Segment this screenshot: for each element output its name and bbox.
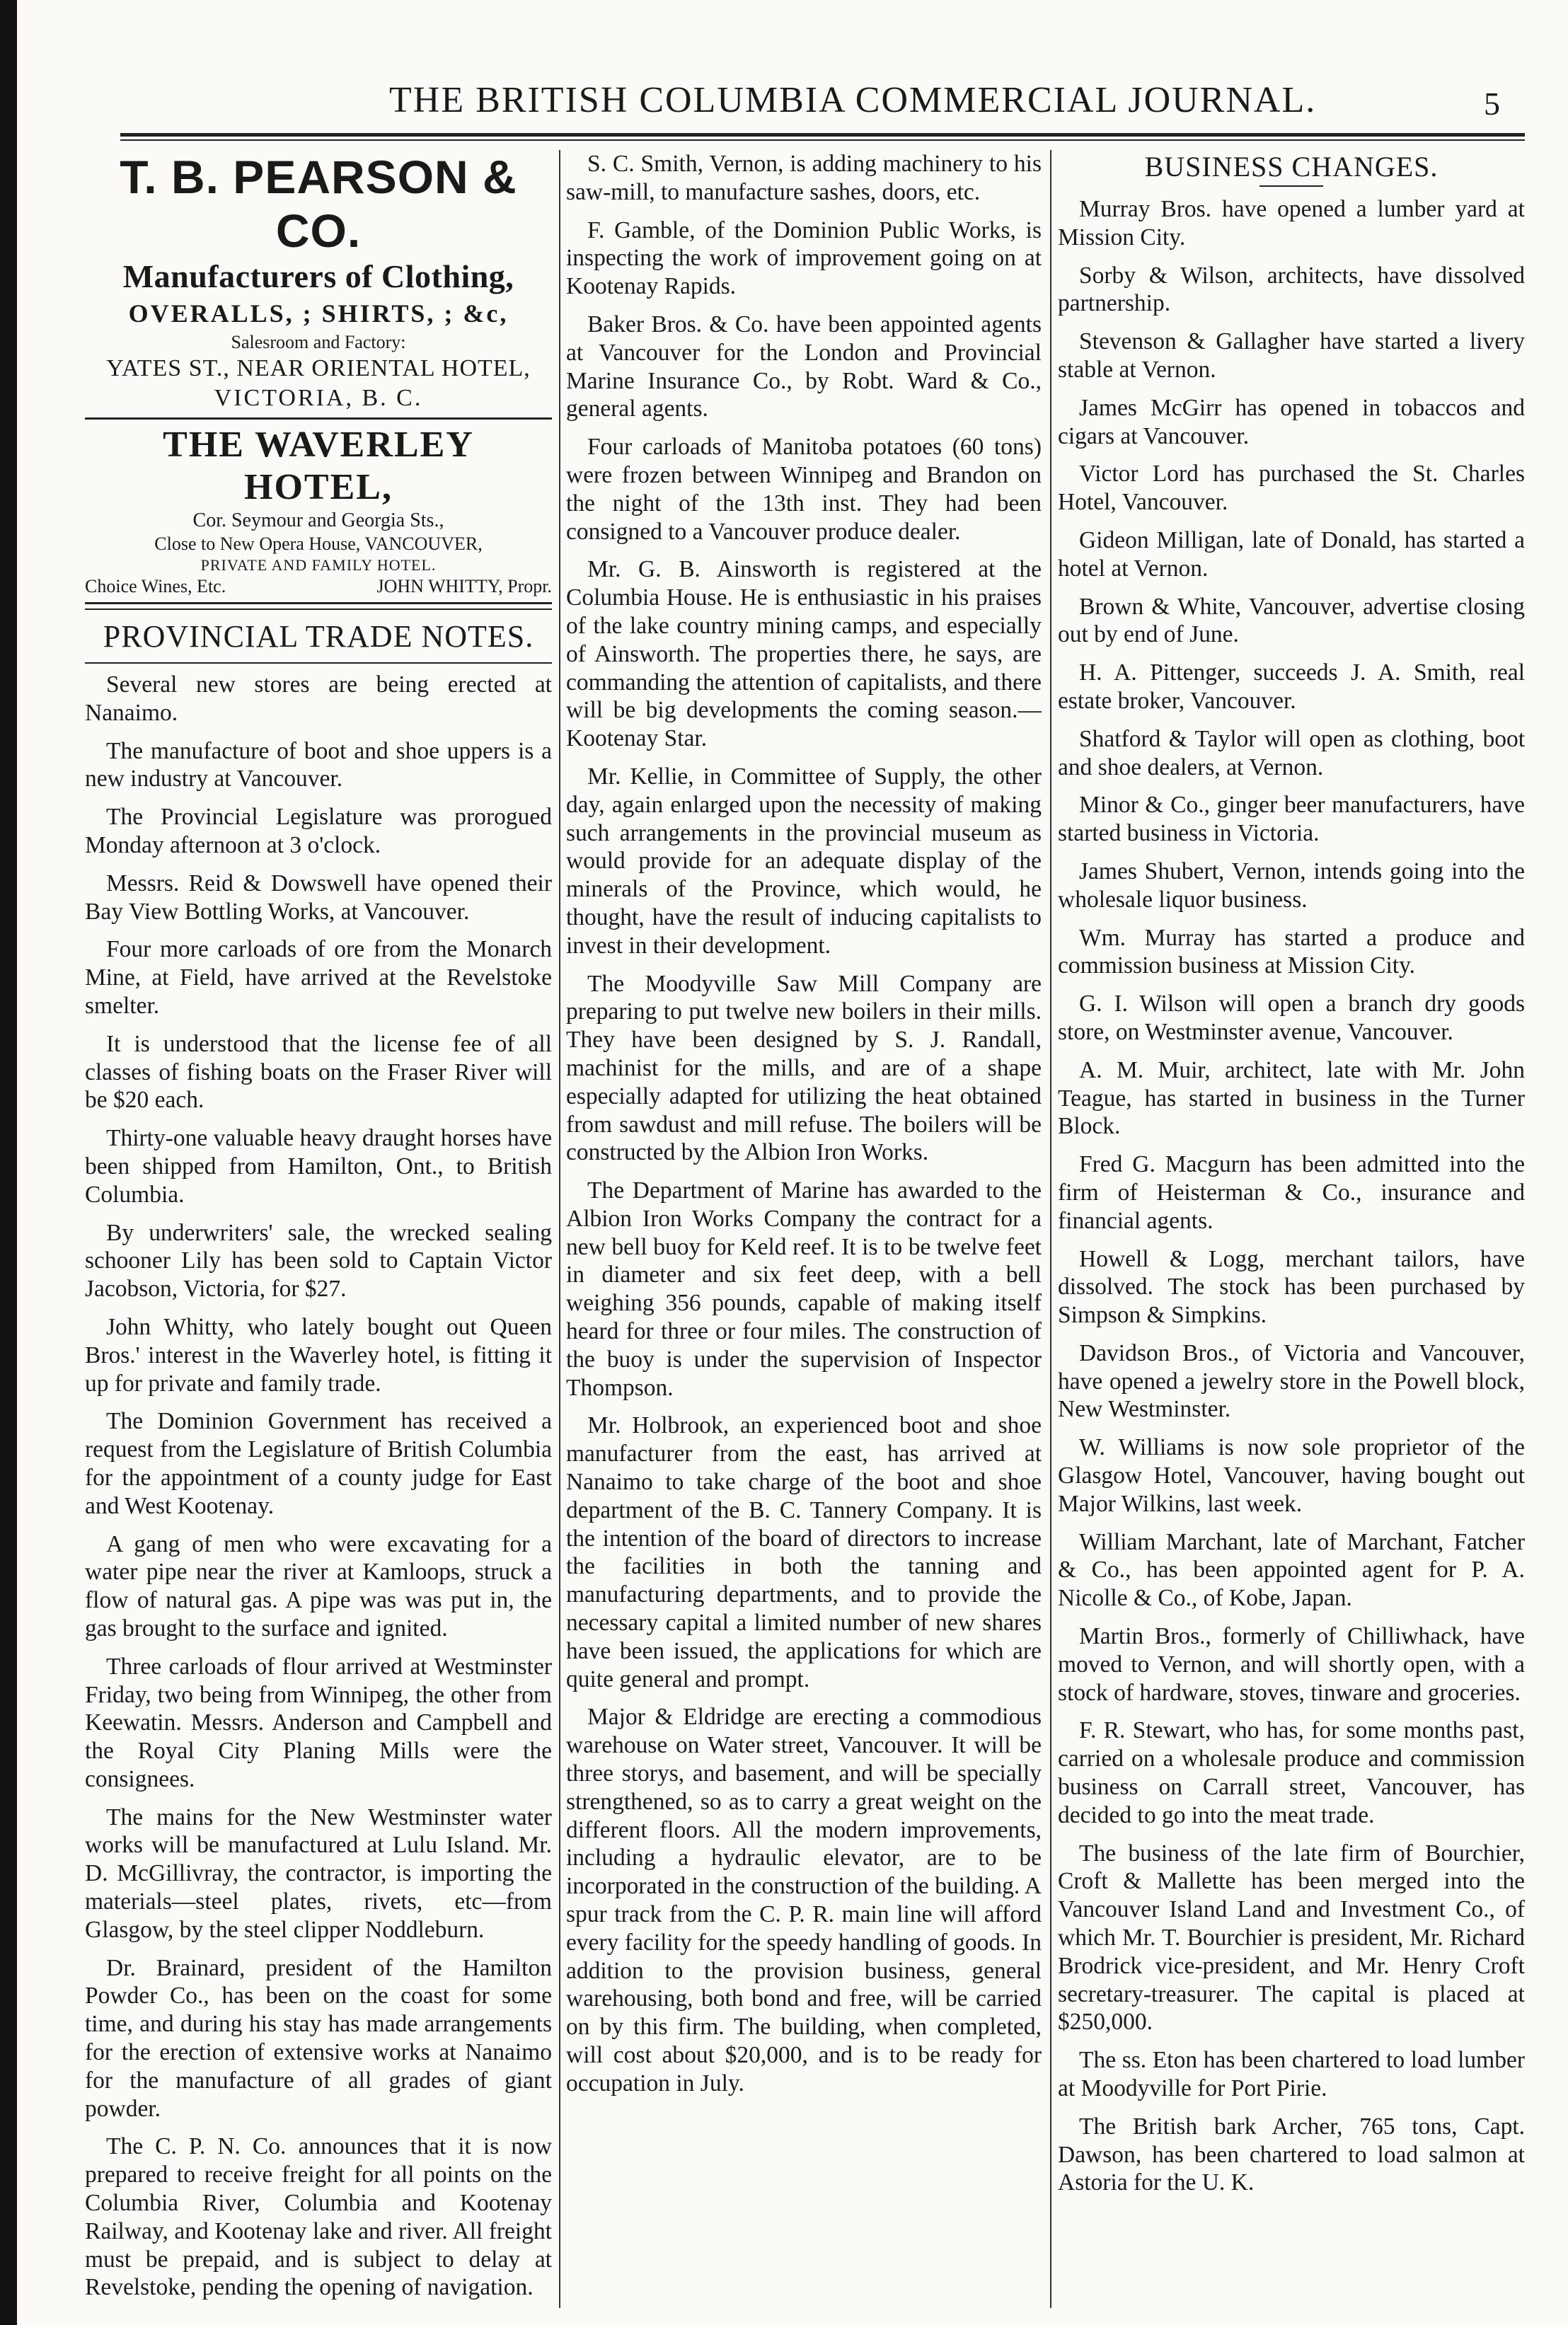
ad-divider xyxy=(85,417,552,420)
section-divider-thin xyxy=(85,608,552,610)
trade-notes-list xyxy=(85,671,552,2302)
scan-edge-shadow xyxy=(0,0,17,2325)
paragraph: John Whitty, who lately bought out Queen Bros.' interest in the Waverley hotel, is fitting it up for private and family trade. xyxy=(85,1313,552,1397)
ad-products: OVERALLS, ; SHIRTS, ; &c, xyxy=(128,299,509,328)
paragraph: Martin Bros., formerly of Chilliwhack, have moved to Vernon, and will shortly open, with a stock of hardware, stoves, tinware and groceries. xyxy=(1058,1623,1525,1706)
header-rule xyxy=(120,133,1525,137)
paragraph: The ss. Eton has been chartered to load lumber at Moodyville for Port Pirie. xyxy=(1058,2047,1525,2102)
paragraph: The C. P. N. Co. announces that it is now prepared to receive freight for all points on the Columbia River, Columbia and Kootenay Railway, and Kootenay lake and river. All freight must be prepaid, and is subject to delay at Revelstoke, pending the opening of navigation. xyxy=(85,2133,552,2301)
page-number: 5 xyxy=(1484,86,1500,122)
paragraph: F. R. Stewart, who has, for some months past, carried on a wholesale produce and commission business on Carrall street, Vancouver, has decided to go into the meat trade. xyxy=(1058,1717,1525,1828)
paragraph: Four more carloads of ore from the Monarch Mine, at Field, have arrived at the Revelstoke smelter. xyxy=(85,936,552,1019)
paragraph: The British bark Archer, 765 tons, Capt. Dawson, has been chartered to load salmon at Astoria for the U. K. xyxy=(1058,2113,1525,2196)
ad-hotel-name: THE WAVERLEY HOTEL, xyxy=(163,425,474,507)
paragraph: By underwriters' sale, the wrecked sealing schooner Lily has been sold to Captain Victor Jacobson, Victoria, for $27. xyxy=(85,1219,552,1303)
paragraph: Fred G. Macgurn has been admitted into the firm of Heisterman & Co., insurance and financial agents. xyxy=(1058,1151,1525,1234)
paragraph: W. Williams is now sole proprietor of the Glasgow Hotel, Vancouver, having bought out Major Wilkins, last week. xyxy=(1058,1434,1525,1517)
paragraph: Mr. Kellie, in Committee of Supply, the other day, again enlarged upon the necessity of making such arrangements in the provincial museum as would provide for an adequate display of the minerals of the Province, which would, he thought, have the result of inducing capitalists to invest in their development. xyxy=(566,763,1042,959)
paragraph: James McGirr has opened in tobaccos and cigars at Vancouver. xyxy=(1058,394,1525,449)
section-heading-trade-notes: PROVINCIAL TRADE NOTES. xyxy=(103,619,534,654)
paragraph: William Marchant, late of Marchant, Fatcher & Co., has been appointed agent for P. A. Nicolle & Co., of Kobe, Japan. xyxy=(1058,1528,1525,1612)
paragraph: S. C. Smith, Vernon, is adding machinery to his saw-mill, to manufacture sashes, doors, etc. xyxy=(566,151,1042,205)
paragraph: Davidson Bros., of Victoria and Vancouver, have opened a jewelry store in the Powell block, New Westminster. xyxy=(1058,1339,1525,1423)
paragraph: The mains for the New Westminster water works will be manufactured at Lulu Island. Mr. D. McGillivray, the contractor, is importing the materials—steel plates, rivets, etc—from Glasgow, by the steel clipper Noddleburn. xyxy=(85,1804,552,1943)
ad-city: VICTORIA, B. C. xyxy=(214,385,423,411)
business-changes-list xyxy=(1058,195,1525,2197)
ad-company-name: T. B. PEARSON & CO. xyxy=(120,151,517,257)
paragraph: Thirty-one valuable heavy draught horses have been shipped from Hamilton, Ont., to British Columbia. xyxy=(85,1125,552,1208)
ad-hotel-wines: Choice Wines, Etc. xyxy=(85,576,226,596)
paragraph: The Department of Marine has awarded to the Albion Iron Works Company the contract for a new bell buoy for Keld reef. It is to be twelve feet in diameter and six feet deep, with a bell weighing 356 pounds, capable of making itself heard for three or four miles. The construction of the buoy is under the supervision of Inspector Thompson. xyxy=(566,1177,1042,1401)
paragraph: Minor & Co., ginger beer manufacturers, have started business in Victoria. xyxy=(1058,792,1525,847)
paragraph: Murray Bros. have opened a lumber yard at Mission City. xyxy=(1058,196,1525,250)
column-divider xyxy=(559,150,560,2308)
paragraph: Gideon Milligan, late of Donald, has started a hotel at Vernon. xyxy=(1058,526,1525,582)
paragraph: Brown & White, Vancouver, advertise closing out by end of June. xyxy=(1058,593,1525,648)
paragraph: Baker Bros. & Co. have been appointed agents at Vancouver for the London and Provincial Marine Insurance Co., by Robt. Ward & Co., general agents. xyxy=(566,311,1042,422)
paragraph: The Provincial Legislature was prorogued Monday afternoon at 3 o'clock. xyxy=(85,804,552,858)
paragraph: It is understood that the license fee of all classes of fishing boats on the Fraser River will be $20 each. xyxy=(85,1030,552,1114)
ad-hotel-footer xyxy=(85,575,552,598)
ad-salesroom: Salesroom and Factory: xyxy=(231,332,406,352)
paragraph: The Moodyville Saw Mill Company are preparing to put twelve new boilers in their mills. They have been designed by S. J. Randall, machinist for the mills, and are of a shape especially adapted for utilizing the heat obtained from sawdust and mill refuse. The boilers will be constructed by the Albion Iron Works. xyxy=(566,970,1042,1166)
ad-hotel-proprietor: JOHN WHITTY, Propr. xyxy=(376,576,552,596)
advertisement-waverley xyxy=(85,424,552,598)
journal-title: THE BRITISH COLUMBIA COMMERCIAL JOURNAL. xyxy=(389,80,1317,120)
paragraph: A. M. Muir, architect, late with Mr. John Teague, has started in business in the Turner Block. xyxy=(1058,1056,1525,1140)
ad-tagline: Manufacturers of Clothing, xyxy=(122,258,514,294)
paragraph: The business of the late firm of Bourchier, Croft & Mallette has been merged into the Vancouver Island Land and Investment Co., of which Mr. T. Bourchier is president, Mr. Richard Brodrick vice-president, and Mr. Henry Croft secretary-treasurer. The capital is placed at $250,000. xyxy=(1058,1840,1525,2036)
paragraph: H. A. Pittenger, succeeds J. A. Smith, real estate broker, Vancouver. xyxy=(1058,659,1525,714)
paragraph: Howell & Logg, merchant tailors, have dissolved. The stock has been purchased by Simpson & Simpkins. xyxy=(1058,1245,1525,1329)
ad-hotel-location: Close to New Opera House, VANCOUVER, xyxy=(154,533,483,554)
paragraph: G. I. Wilson will open a branch dry goods store, on Westminster avenue, Vancouver. xyxy=(1058,991,1525,1045)
column-divider xyxy=(1050,150,1051,2308)
ad-address: YATES ST., NEAR ORIENTAL HOTEL, xyxy=(106,355,531,381)
paragraph: James Shubert, Vernon, intends going into the wholesale liquor business. xyxy=(1058,858,1525,913)
paragraph: Dr. Brainard, president of the Hamilton Powder Co., has been on the coast for some time, and during his stay has made arrangements for the erection of extensive works at Nanaimo for the manufacture of all grades of giant powder. xyxy=(85,1954,552,2122)
paragraph: A gang of men who were excavating for a water pipe near the river at Kamloops, struck a flow of natural gas. A pipe was was put in, the gas brought to the surface and ignited. xyxy=(85,1530,552,1642)
paragraph: Messrs. Reid & Dowswell have opened their Bay View Bottling Works, at Vancouver. xyxy=(85,870,552,925)
paragraph: Three carloads of flour arrived at Westminster Friday, two being from Winnipeg, the other from Keewatin. Messrs. Anderson and Campbell and the Royal City Planing Mills were the consignees. xyxy=(85,1653,552,1792)
header-rule-thin xyxy=(120,139,1525,141)
paragraph: Victor Lord has purchased the St. Charles Hotel, Vancouver. xyxy=(1058,461,1525,516)
ad-hotel-corner: Cor. Seymour and Georgia Sts., xyxy=(192,509,444,531)
ad-hotel-type: PRIVATE AND FAMILY HOTEL. xyxy=(200,556,437,574)
paragraph: Wm. Murray has started a produce and commission business at Mission City. xyxy=(1058,924,1525,979)
paragraph: Several new stores are being erected at Nanaimo. xyxy=(85,671,552,726)
advertisement-pearson xyxy=(85,150,552,413)
column-left xyxy=(85,150,552,2308)
paragraph: Four carloads of Manitoba potatoes (60 tons) were frozen between Winnipeg and Brandon on the night of the 13th inst. They had been consigned to a Vancouver produce dealer. xyxy=(566,434,1042,545)
paragraph: Mr. G. B. Ainsworth is registered at the Columbia House. He is enthusiastic in his praises of the lake country mining camps, and especially of Ainsworth. The properties there, he says, are commanding the attention of capitalists, and there will be big developments the coming season.—Kootenay Star. xyxy=(566,556,1042,752)
section-heading-business-changes: BUSINESS CHANGES. xyxy=(1144,151,1439,183)
section-heading-rule xyxy=(85,662,552,664)
paragraph: The Dominion Government has received a request from the Legislature of British Columbia for the appointment of a county judge for East and West Kootenay. xyxy=(85,1408,552,1519)
paragraph: Mr. Holbrook, an experienced boot and shoe manufacturer from the east, has arrived at Nanaimo to take charge of the boot and shoe department of the B. C. Tannery Company. It is the intention of the board of directors to increase the facilities in both the tanning and manufacturing departments, and to provide the necessary capital a limited number of new shares have been issued, the applications for which are quite general and prompt. xyxy=(566,1412,1042,1692)
paragraph: The manufacture of boot and shoe uppers is a new industry at Vancouver. xyxy=(85,737,552,792)
section-heading-rule xyxy=(1259,185,1323,187)
paragraph: F. Gamble, of the Dominion Public Works, is inspecting the work of improvement going on at Kootenay Rapids. xyxy=(566,217,1042,300)
paragraph: Major & Eldridge are erecting a commodious warehouse on Water street, Vancouver. It will be three storys, and basement, and will be specially strengthened, so as to carry a great weight on the different floors. All the modern improvements, including a hydraulic elevator, are to be incorporated in the construction of the building. A spur track from the C. P. R. main line will afford every facility for the speedy handling of goods. In addition to the provision business, general warehousing, both bond and free, will be carried on by this firm. The building, when completed, will cost about $20,000, and is to be ready for occupation in July. xyxy=(566,1704,1042,2096)
column-right xyxy=(1058,150,1525,2308)
column-middle xyxy=(566,150,1042,2308)
paragraph: Shatford & Taylor will open as clothing, boot and shoe dealers, at Vernon. xyxy=(1058,725,1525,780)
paragraph: Sorby & Wilson, architects, have dissolved partnership. xyxy=(1058,262,1525,317)
running-header xyxy=(85,79,1500,129)
paragraph: Stevenson & Gallagher have started a livery stable at Vernon. xyxy=(1058,328,1525,383)
news-items-list xyxy=(566,150,1042,2098)
section-divider xyxy=(85,602,552,604)
